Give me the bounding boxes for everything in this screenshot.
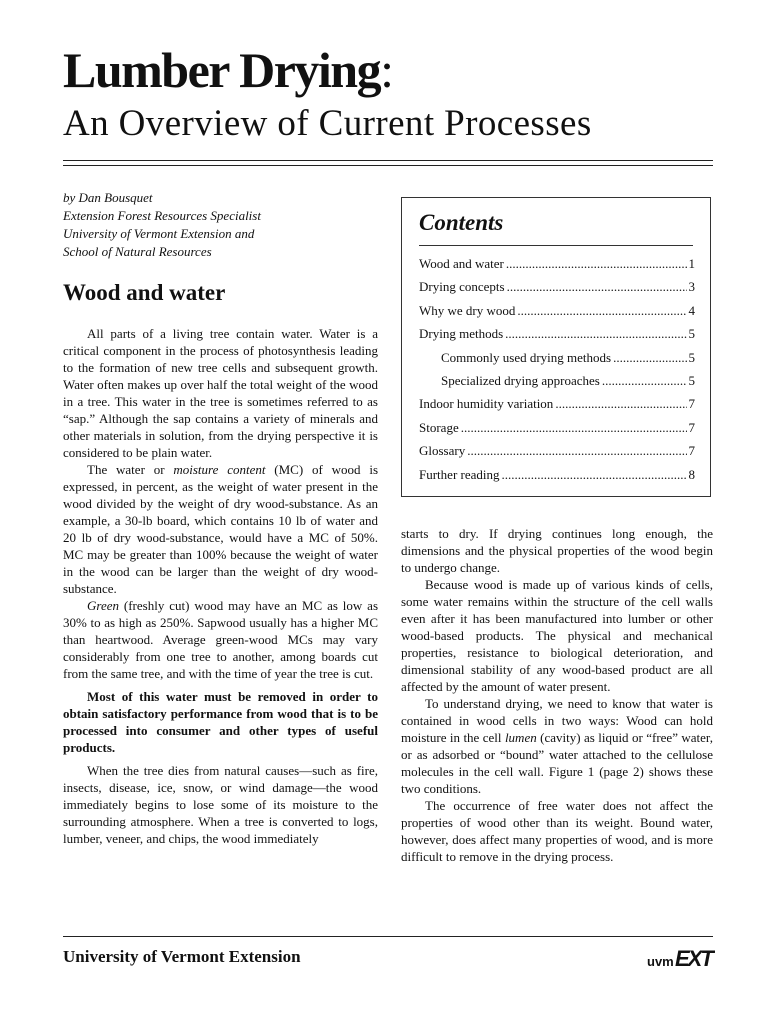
- toc-label: Why we dry wood: [419, 302, 516, 318]
- footer-divider: [63, 936, 713, 937]
- byline-affiliation: University of Vermont Extension and: [63, 226, 255, 241]
- byline-school: School of Natural Resources: [63, 244, 212, 259]
- title-colon: :: [380, 42, 393, 98]
- toc-leader: [467, 442, 686, 459]
- toc-entry-drying-concepts[interactable]: [419, 278, 695, 301]
- toc-leader: [461, 419, 687, 436]
- toc-label: Commonly used drying methods: [441, 349, 612, 365]
- toc-leader: [505, 325, 686, 342]
- paragraph: Green (freshly cut) wood may have an MC as low as 30% to as high as 250%. Sapwood usually has a higher MC than heartwood. Average green-wood MCs may vary considerably from one tree to another, among boards cut from the same tree, and with the time of year the tree is cut.: [63, 598, 378, 681]
- title-text: Lumber Drying: [63, 42, 381, 98]
- toc-entry-indoor-humidity-variation[interactable]: [419, 395, 695, 418]
- toc-label: Storage: [419, 419, 459, 435]
- toc-page: 7: [688, 396, 695, 412]
- toc-entry-further-reading[interactable]: [419, 466, 695, 489]
- toc-page: 5: [688, 349, 695, 365]
- toc-page: 1: [688, 256, 695, 271]
- toc-page: 4: [688, 302, 695, 318]
- toc-page: 3: [688, 279, 695, 295]
- toc-leader: [507, 278, 687, 295]
- term-lumen: lumen: [504, 730, 537, 745]
- logo-uvm-text: uvm: [647, 954, 674, 969]
- toc-page: 5: [688, 372, 695, 388]
- toc-page: 8: [688, 466, 695, 482]
- toc-entry-commonly-used-drying-methods[interactable]: [419, 349, 695, 372]
- toc-leader: [555, 395, 686, 412]
- toc-page: 7: [688, 419, 695, 435]
- toc-page: 5: [688, 326, 695, 342]
- toc-label: Glossary: [419, 443, 466, 459]
- toc-leader: [502, 466, 687, 483]
- paragraph: The occurrence of free water does not affect the properties of wood other than its weight. Bound water, however, does affect many properties of wood, and is more difficult to remove in the drying process.: [401, 798, 713, 864]
- section-heading-wood-and-water: Wood and water: [63, 280, 226, 305]
- paragraph: Because wood is made up of various kinds of cells, some water remains within the structure of the cell walls even after it has been manufactured into lumber or other wood-based products. The physical and mechanical properties, resistance to biological deterioration, and dimensional stability of any wood-based product are all affected by the amount of water present.: [401, 577, 713, 694]
- toc-entry-why-we-dry-wood[interactable]: [419, 302, 695, 325]
- title-divider-upper: [63, 160, 713, 161]
- document-subtitle: An Overview of Current Processes: [63, 103, 592, 144]
- bold-callout-paragraph: Most of this water must be removed in order to obtain satisfactory performance from wood that is to be processed into consumer and other types of useful products.: [63, 689, 378, 755]
- toc-label: Drying concepts: [419, 279, 505, 295]
- paragraph: To understand drying, we need to know that water is contained in wood cells in two ways: Wood can hold moisture in the cell lumen (cavity) as liquid or “free” water, or as adsorbed or “bound” water attached to the cellulose molecules in the cell wall. Figure 1 (page 2) shows these two conditions.: [401, 696, 713, 796]
- paragraph: All parts of a living tree contain water. Water is a critical component in the process of photosynthesis leading to the formation of new tree cells and subsequent growth. Water often makes up over half the total weight of the wood in a tree. This water in the tree is sometimes referred to as “sap.” Although the sap contains a variety of minerals and other materials in solution, from the drying perspective it is considered to be plain water.: [63, 326, 378, 460]
- paragraph: starts to dry. If drying continues long enough, the dimensions and the physical properties of the wood begin to undergo change.: [401, 526, 713, 575]
- toc-entry-storage[interactable]: [419, 419, 695, 442]
- toc-label: Further reading: [419, 466, 500, 482]
- toc-page: 7: [688, 443, 695, 459]
- contents-title: Contents: [419, 210, 504, 235]
- toc-leader: [602, 372, 687, 389]
- byline-author: by Dan Bousquet: [63, 190, 153, 205]
- term-green: Green: [87, 598, 120, 613]
- uvm-extension-logo: [645, 946, 715, 970]
- byline-role: Extension Forest Resources Specialist: [63, 208, 261, 223]
- title-divider-lower: [63, 165, 713, 166]
- toc-entry-wood-and-water[interactable]: [419, 255, 695, 278]
- toc-label: Wood and water: [419, 256, 504, 271]
- footer-institution: University of Vermont Extension: [63, 947, 301, 966]
- toc-label: Drying methods: [419, 326, 504, 342]
- term-moisture-content: moisture content: [173, 462, 266, 477]
- toc-entry-drying-methods[interactable]: [419, 325, 695, 348]
- paragraph: The water or moisture content (MC) of wood is expressed, in percent, as the weight of water present in the wood divided by the weight of dry wood-substance. As an example, a 30-lb board, which contains 10 lb of water and 20 lb of dry wood-substance, would have a MC of 50%. MC may be greater than 100% because the weight of water in the wood can be larger than the weight of dry wood-substance.: [63, 462, 379, 596]
- contents-divider: [419, 245, 693, 246]
- table-of-contents: [419, 255, 695, 489]
- document-title: [63, 40, 393, 100]
- toc-leader: [506, 255, 687, 272]
- logo-ext-text: EXT: [675, 946, 712, 970]
- contents-box: [401, 197, 711, 497]
- toc-label: Indoor humidity variation: [419, 396, 554, 412]
- toc-entry-specialized-drying-approaches[interactable]: [419, 372, 695, 395]
- paragraph: When the tree dies from natural causes—such as fire, insects, disease, ice, snow, or wind damage—the wood immediately begins to lose some of its moisture to the surrounding atmosphere. When a tree is converted to logs, lumber, veneer, and chips, the wood immediately: [63, 763, 378, 846]
- left-text-column: [63, 325, 378, 847]
- right-text-column: [401, 525, 713, 865]
- toc-leader: [613, 349, 686, 366]
- author-byline: [63, 189, 363, 261]
- toc-leader: [517, 302, 686, 319]
- toc-entry-glossary[interactable]: [419, 442, 695, 465]
- toc-label: Specialized drying approaches: [441, 372, 600, 388]
